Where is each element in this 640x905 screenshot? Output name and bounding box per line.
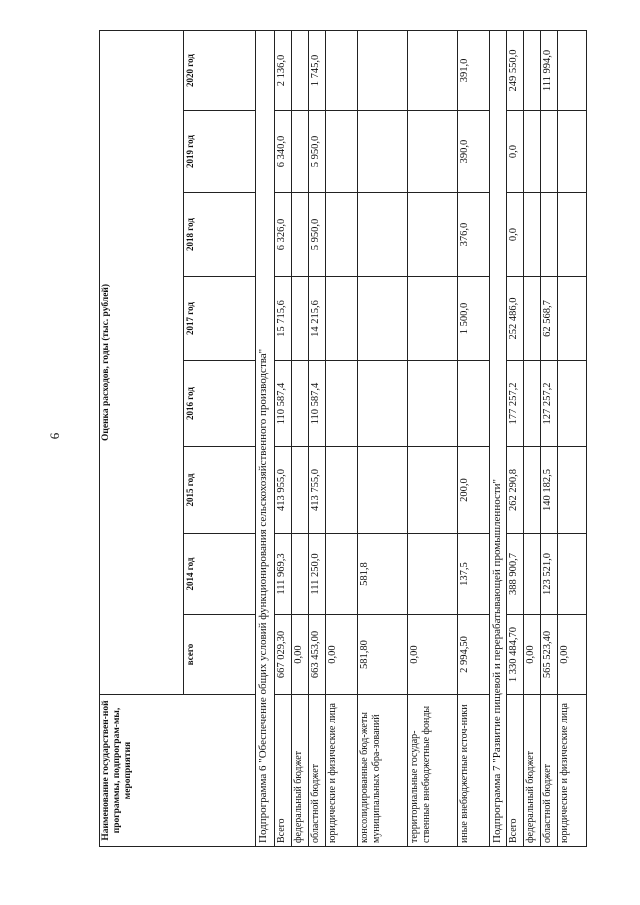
row-label: юридические и физические лица — [558, 695, 587, 847]
header-col-2014: 2014 год — [184, 534, 256, 615]
cell-2014: 111 969,3 — [275, 534, 292, 615]
cell-2018 — [558, 193, 587, 277]
cell-2016: 127 257,2 — [541, 361, 558, 447]
cell-2018 — [408, 193, 458, 277]
cell-2020 — [292, 30, 309, 110]
row-label: территориальные государ-ственные внебюджетные фонды — [408, 695, 458, 847]
table-row — [309, 30, 326, 846]
rotated-table-container — [99, 31, 570, 847]
cell-2020: 1 745,0 — [309, 30, 326, 110]
cell-total: 0,00 — [558, 615, 587, 695]
cell-2017: 14 215,6 — [309, 277, 326, 361]
cell-2014 — [558, 534, 587, 615]
header-col-total: всего — [184, 615, 256, 695]
row-label: федеральный бюджет — [292, 695, 309, 847]
cell-total: 0,00 — [408, 615, 458, 695]
cell-2015: 413 755,0 — [309, 447, 326, 534]
cell-2016: 110 587,4 — [309, 361, 326, 447]
cell-2016 — [292, 361, 309, 447]
row-label: консолидированные бюд-жеты муниципальных обра-зований — [358, 695, 408, 847]
cell-2019 — [541, 111, 558, 193]
table-row — [507, 30, 524, 846]
section-title: Подпрограмма 6 "Обеспечение общих условий функционирования сельскохозяйственного производства" — [256, 30, 275, 846]
cell-2015 — [408, 447, 458, 534]
cell-2017: 15 715,6 — [275, 277, 292, 361]
header-col-2017: 2017 год — [184, 277, 256, 361]
cell-2020 — [326, 30, 358, 110]
cell-2016 — [326, 361, 358, 447]
cell-2020: 249 550,0 — [507, 30, 524, 110]
cell-2016 — [458, 361, 490, 447]
cell-total: 0,00 — [524, 615, 541, 695]
cell-total: 581,80 — [358, 615, 408, 695]
cell-2020 — [524, 30, 541, 110]
cell-2020 — [408, 30, 458, 110]
header-col-2018: 2018 год — [184, 193, 256, 277]
table-row — [358, 30, 408, 846]
table-row — [458, 30, 490, 846]
cell-2015: 262 290,8 — [507, 447, 524, 534]
cell-2014: 388 900,7 — [507, 534, 524, 615]
cell-2018 — [326, 193, 358, 277]
row-label: областной бюджет — [541, 695, 558, 847]
table-row — [558, 30, 587, 846]
cell-2018 — [358, 193, 408, 277]
cell-2018: 5 950,0 — [309, 193, 326, 277]
cell-total: 0,00 — [326, 615, 358, 695]
cell-2019: 5 950,0 — [309, 111, 326, 193]
cell-2017 — [524, 277, 541, 361]
cell-2017 — [326, 277, 358, 361]
cell-2018: 0,0 — [507, 193, 524, 277]
cell-2020 — [558, 30, 587, 110]
row-label: Всего — [507, 695, 524, 847]
row-label: юридические и физические лица — [326, 695, 358, 847]
cell-2020: 2 136,0 — [275, 30, 292, 110]
row-label: Всего — [275, 695, 292, 847]
cell-2019 — [408, 111, 458, 193]
header-col-2016: 2016 год — [184, 361, 256, 447]
cell-2015 — [358, 447, 408, 534]
cell-2017: 62 568,7 — [541, 277, 558, 361]
cell-2018 — [524, 193, 541, 277]
cell-2014 — [524, 534, 541, 615]
budget-table-frame — [99, 31, 570, 847]
cell-2016: 110 587,4 — [275, 361, 292, 447]
cell-total: 667 029,30 — [275, 615, 292, 695]
cell-2019: 0,0 — [507, 111, 524, 193]
cell-total: 663 453,00 — [309, 615, 326, 695]
cell-2014: 137,5 — [458, 534, 490, 615]
cell-2017: 252 486,0 — [507, 277, 524, 361]
section-title: Подпрограмма 7 "Развитие пищевой и перерабатывающей промышленности" — [490, 30, 507, 846]
cell-2015: 200,0 — [458, 447, 490, 534]
table-row — [541, 30, 558, 846]
header-col-2020: 2020 год — [184, 30, 256, 110]
cell-2018 — [292, 193, 309, 277]
cell-2019 — [358, 111, 408, 193]
cell-total: 0,00 — [292, 615, 309, 695]
cell-2015 — [524, 447, 541, 534]
cell-2016 — [558, 361, 587, 447]
cell-2014: 123 521,0 — [541, 534, 558, 615]
cell-2014: 111 250,0 — [309, 534, 326, 615]
cell-2018 — [541, 193, 558, 277]
cell-2017 — [408, 277, 458, 361]
cell-2014 — [292, 534, 309, 615]
table-row — [275, 30, 292, 846]
cell-2014 — [408, 534, 458, 615]
cell-2018: 6 326,0 — [275, 193, 292, 277]
cell-2015: 140 182,5 — [541, 447, 558, 534]
cell-2014: 581,8 — [358, 534, 408, 615]
cell-2015 — [326, 447, 358, 534]
table-row — [408, 30, 458, 846]
cell-2019 — [558, 111, 587, 193]
row-label: областной бюджет — [309, 695, 326, 847]
cell-2019 — [524, 111, 541, 193]
cell-2017 — [558, 277, 587, 361]
row-label: иные внебюджетные источ-ники — [458, 695, 490, 847]
header-name-column: Наименование государствен-ной программы, подпрограм-мы, мероприятия — [100, 695, 256, 847]
cell-2019: 390,0 — [458, 111, 490, 193]
table-row — [524, 30, 541, 846]
budget-table — [99, 30, 587, 847]
cell-2016: 177 257,2 — [507, 361, 524, 447]
cell-2017 — [358, 277, 408, 361]
cell-2016 — [358, 361, 408, 447]
table-row — [326, 30, 358, 846]
cell-2015 — [292, 447, 309, 534]
cell-2019 — [292, 111, 309, 193]
table-row — [292, 30, 309, 846]
header-col-2019: 2019 год — [184, 111, 256, 193]
cell-2017: 1 500,0 — [458, 277, 490, 361]
cell-2019: 6 340,0 — [275, 111, 292, 193]
cell-2015 — [558, 447, 587, 534]
cell-2016 — [408, 361, 458, 447]
cell-2020: 391,0 — [458, 30, 490, 110]
cell-2017 — [292, 277, 309, 361]
cell-2015: 413 955,0 — [275, 447, 292, 534]
cell-2019 — [326, 111, 358, 193]
cell-2018: 376,0 — [458, 193, 490, 277]
cell-2014 — [326, 534, 358, 615]
cell-total: 2 994,50 — [458, 615, 490, 695]
page-number: 6 — [47, 432, 62, 440]
cell-2016 — [524, 361, 541, 447]
header-col-2015: 2015 год — [184, 447, 256, 534]
cell-2020 — [358, 30, 408, 110]
header-group-title: Оценка расходов, годы (тыс. рублей) — [100, 30, 184, 694]
row-label: федеральный бюджет — [524, 695, 541, 847]
cell-total: 1 330 484,70 — [507, 615, 524, 695]
cell-total: 565 523,40 — [541, 615, 558, 695]
cell-2020: 111 994,0 — [541, 30, 558, 110]
